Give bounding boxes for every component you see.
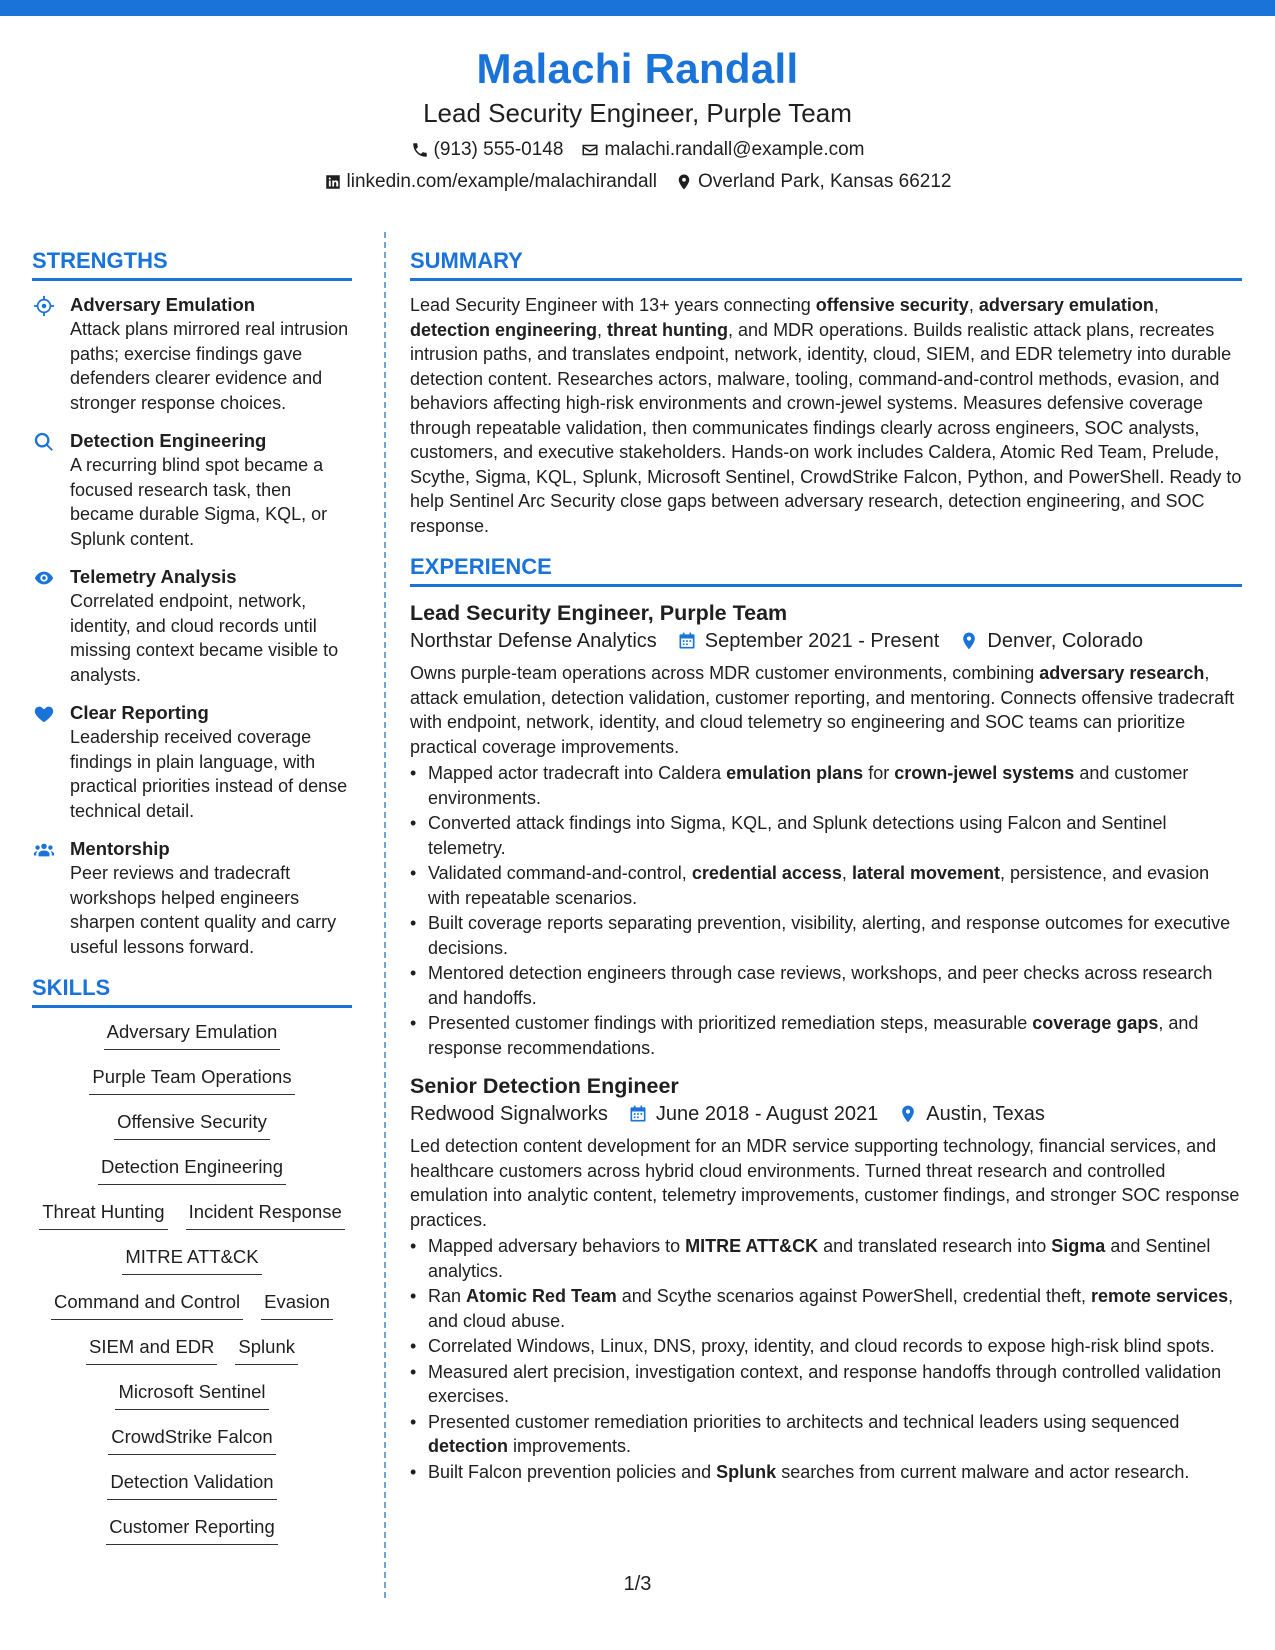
bold-term: offensive security [815,295,969,315]
skill-tag: Detection Engineering [98,1155,286,1185]
strength-text: Leadership received coverage findings in plain language, with practical priorities instead of dense technical detail. [70,727,348,821]
map-pin-icon [898,1104,918,1124]
job-company: Redwood Signalworks [410,1103,608,1125]
job-dates: June 2018 - August 2021 [655,1103,879,1125]
bold-term: detection engineering [410,319,598,340]
strength-body [70,837,352,959]
skill-tag: Threat Hunting [39,1200,167,1230]
strength-body [70,429,352,551]
bold-term: remote services [1091,1286,1229,1306]
column-divider [384,232,386,1598]
bullet-item [410,1011,1242,1060]
skill-tag: Incident Response [186,1200,345,1230]
job-meta [410,627,1242,655]
text-run: , [841,863,852,883]
job-title: Senior Detection Engineer [410,1074,679,1098]
bold-term: emulation plans [726,763,864,783]
bullet-item [410,1234,1242,1283]
strength-item [32,429,352,551]
linkedin-contact[interactable] [324,170,658,194]
skill-tag: Command and Control [51,1290,243,1320]
text-run: Converted attack findings into Sigma, KQL, and Splunk detections using Falcon and Sentinel telemetry. [428,813,1167,858]
text-run: and Sentinel analytics. [428,1236,1211,1281]
bold-term: Atomic Red Team [466,1286,617,1306]
bold-term: adversary research [1039,663,1205,683]
bold-term: lateral movement [851,863,1000,883]
bullet-item [410,961,1242,1010]
job-title: Lead Security Engineer, Purple Team [410,601,788,625]
strength-item [32,701,352,823]
skill-row [32,1065,352,1110]
top-accent-bar [0,0,1275,16]
text-run: Validated command-and-control, [428,863,692,883]
crosshair-icon [33,295,55,317]
experience-list [410,599,1242,1484]
text-run: , [968,295,979,315]
email-contact[interactable] [581,138,864,162]
calendar-icon [677,631,697,651]
calendar-icon [628,1104,648,1124]
job-entry [410,1072,1242,1484]
skill-row [32,1335,352,1380]
strength-title: Adversary Emulation [70,294,256,315]
job-description [410,661,1242,759]
skill-row [32,1470,352,1515]
summary-text [410,293,1242,538]
skill-tag: Evasion [261,1290,333,1320]
skill-row [32,1425,352,1470]
phone-icon [411,141,429,159]
bullet-item [410,1334,1242,1359]
map-pin-icon [675,173,693,191]
strength-title: Detection Engineering [70,430,267,451]
job-bullets [410,1234,1242,1484]
text-run: and translated research into [818,1236,1052,1256]
text-run: , and cloud abuse. [428,1286,1234,1331]
search-icon [33,431,55,453]
skill-tag: SIEM and EDR [86,1335,217,1365]
skill-row [32,1245,352,1290]
text-run: Led detection content development for an MDR service supporting technology, financial services, and healthcare customers across hybrid cloud environments. Turned threat research and controlled emulation into analytic content, telemetry improvements, customer findings, and stronger SOC response practices. [410,1136,1240,1230]
job-location: Denver, Colorado [987,630,1144,652]
skill-tag: Microsoft Sentinel [115,1380,268,1410]
resume-header [0,42,1275,194]
location-contact [675,170,952,194]
skill-tag: MITRE ATT&CK [122,1245,261,1275]
text-run: improvements. [508,1436,632,1456]
text-run: and Scythe scenarios against PowerShell, credential theft, [616,1286,1092,1306]
bullet-item [410,1284,1242,1333]
text-run: Measured alert precision, investigation context, and response handoffs through controlled validation exercises. [428,1361,1222,1406]
bold-term: coverage gaps [1032,1013,1159,1033]
bullet-item [410,911,1242,960]
job-entry [410,599,1242,1060]
skill-tag: Purple Team Operations [89,1065,294,1095]
job-location: Austin, Texas [926,1103,1045,1125]
skills-heading: SKILLS [32,973,352,1008]
candidate-name: Malachi Randall [476,45,799,92]
strength-item [32,837,352,959]
text-run: , [1153,295,1159,315]
eye-icon [33,567,55,589]
job-company: Northstar Defense Analytics [410,630,657,652]
skill-row [32,1290,352,1335]
text-run: , and response recommendations. [428,1013,1199,1058]
bold-term: adversary emulation [978,295,1154,315]
envelope-icon [581,141,599,159]
bullet-item [410,811,1242,860]
text-run: Mapped actor tradecraft into Caldera [428,763,727,783]
strength-item [32,293,352,415]
right-column [410,246,1242,1496]
text-run: and customer environments. [428,763,1189,808]
candidate-title: Lead Security Engineer, Purple Team [423,98,852,128]
bold-term: MITRE ATT&CK [685,1236,819,1256]
text-run: , persistence, and evasion with repeatable scenarios. [428,863,1210,908]
text-run: Mapped adversary behaviors to [428,1236,686,1256]
map-pin-icon [959,631,979,651]
bullet-item [410,1410,1242,1459]
text-run: Lead Security Engineer with 13+ years connecting [410,295,816,315]
text-run: for [863,763,895,783]
text-run: searches from current malware and actor research. [776,1461,1190,1482]
strength-body [70,565,352,687]
page-number: 1/3 [623,1573,652,1595]
text-run: , and MDR operations. Builds realistic attack plans, recreates intrusion paths, and translates endpoint, network, identity, cloud, SIEM, and EDR telemetry into durable detection content. Researches actors, malware, tooling, command-and-control methods, evasion, and behaviors affecting high-risk environments and crown-jewel systems. Measures defensive coverage through repeatable validation, then communicates findings clearly across engineers, SOC analysts, customers, and executive stakeholders. Hands-on work includes Caldera, Atomic Red Team, Prelude, Scythe, Sigma, KQL, Splunk, Microsoft Sentinel, CrowdStrike Falcon, Python, and PowerShell. Ready to help Sentinel Arc Security close gaps between adversary research, detection engineering, and SOC response. [410,319,1242,536]
heart-icon [33,703,55,725]
text-run: , attack emulation, detection validation, customer reporting, and mentoring. Connects offensive tradecraft with endpoint, network, identity, and cloud telemetry so engineering and SOC teams can prioritize practical coverage improvements. [410,663,1235,757]
strength-item [32,565,352,687]
skill-row [32,1020,352,1065]
skill-row [32,1155,352,1200]
experience-heading: EXPERIENCE [410,552,1242,587]
skill-tag: CrowdStrike Falcon [108,1425,275,1455]
contact-row-2 [0,170,1275,194]
strength-text: A recurring blind spot became a focused research task, then became durable Sigma, KQL, or Splunk content. [70,455,328,549]
job-description [410,1134,1242,1232]
bullet-item [410,861,1242,910]
bullet-item [410,1460,1242,1485]
bullet-item [410,1360,1242,1409]
linkedin-icon [324,173,342,191]
bold-term: crown-jewel systems [894,763,1075,783]
strength-text: Peer reviews and tradecraft workshops helped engineers sharpen content quality and carry useful lessons forward. [70,863,337,957]
skill-tag: Offensive Security [114,1110,270,1140]
skill-row [32,1110,352,1155]
bullet-item [410,761,1242,810]
location-text: Overland Park, Kansas 66212 [698,171,952,192]
skill-row [32,1515,352,1560]
skill-row [32,1380,352,1425]
strengths-heading: STRENGTHS [32,246,352,281]
text-run: Presented customer findings with prioritized remediation steps, measurable [428,1013,1033,1033]
text-run: Ran [428,1286,467,1306]
skill-tag: Customer Reporting [106,1515,278,1545]
bold-term: credential access [691,863,842,883]
strength-text: Correlated endpoint, network, identity, and cloud records until missing context became visible to analysts. [70,591,339,685]
text-run: Mentored detection engineers through case reviews, workshops, and peer checks across research and handoffs. [428,963,1213,1008]
bold-term: Sigma [1051,1236,1106,1256]
phone-text: (913) 555-0148 [433,139,564,160]
strength-body [70,701,352,823]
users-icon [33,839,55,861]
bold-term: detection [428,1436,509,1456]
skill-tag: Detection Validation [107,1470,276,1500]
linkedin-text: linkedin.com/example/malachirandall [346,171,657,192]
left-column [32,246,352,1560]
text-run: Built Falcon prevention policies and [428,1461,717,1482]
text-run: Owns purple-team operations across MDR customer environments, combining [410,663,1040,683]
strength-title: Telemetry Analysis [70,566,237,587]
job-bullets [410,761,1242,1060]
skill-tag: Adversary Emulation [104,1020,281,1050]
skill-row [32,1200,352,1245]
strength-title: Clear Reporting [70,702,209,723]
bold-term: threat hunting [607,319,729,340]
skills-list [32,1020,352,1560]
skill-tag: Splunk [235,1335,298,1365]
email-text: malachi.randall@example.com [604,139,865,160]
phone-contact[interactable] [411,138,564,162]
text-run: , [597,319,608,340]
strength-text: Attack plans mirrored real intrusion paths; exercise findings gave defenders clearer evidence and stronger response choices. [70,319,349,413]
summary-heading: SUMMARY [410,246,1242,281]
strengths-list [32,293,352,959]
strength-body [70,293,352,415]
job-dates: September 2021 - Present [704,630,940,652]
contact-row-1 [0,138,1275,162]
text-run: Built coverage reports separating prevention, visibility, alerting, and response outcomes for executive decisions. [428,913,1231,958]
job-meta [410,1100,1242,1128]
bold-term: Splunk [716,1461,777,1482]
strength-title: Mentorship [70,838,170,859]
text-run: Presented customer remediation priorities to architects and technical leaders using sequenced [428,1411,1180,1432]
text-run: Correlated Windows, Linux, DNS, proxy, identity, and cloud records to expose high-risk blind spots. [428,1336,1215,1356]
